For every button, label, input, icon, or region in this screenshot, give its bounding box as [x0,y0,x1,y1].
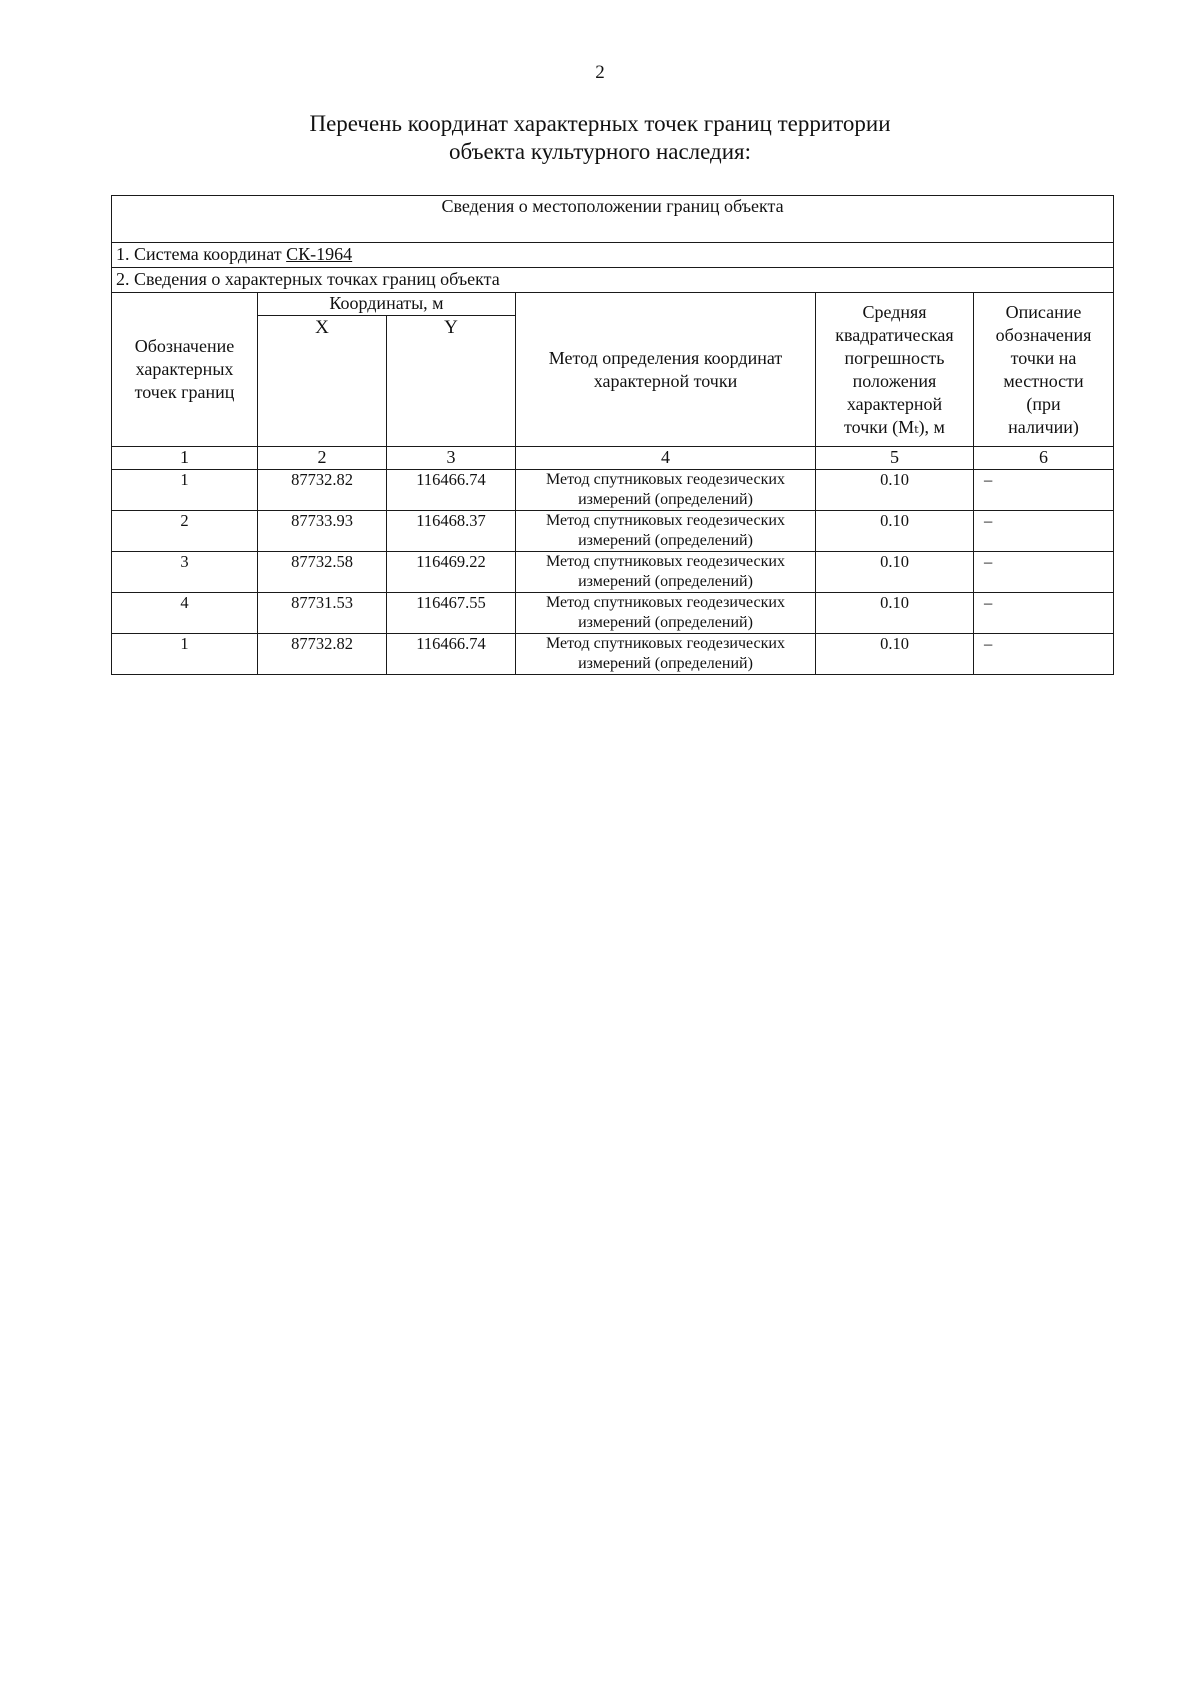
cell-description: – [974,470,1114,511]
cell-y: 116469.22 [387,552,516,593]
header-designation: Обозначение характерных точек границ [112,293,258,447]
table-row [112,552,1114,593]
column-number: 4 [516,447,816,470]
cell-error: 0.10 [816,511,974,552]
points-caption: 2. Сведения о характерных точках границ объекта [112,268,1114,293]
header-coordinates: Координаты, м [258,293,516,316]
cell-error: 0.10 [816,470,974,511]
table-row [112,634,1114,675]
cell-x: 87732.58 [258,552,387,593]
cell-method: Метод спутниковых геодезических измерений (определений) [516,552,816,593]
cell-method: Метод спутниковых геодезических измерений (определений) [516,593,816,634]
header-description-line: точки на [1010,348,1077,368]
cell-x: 87731.53 [258,593,387,634]
cell-description: – [974,634,1114,675]
column-number: 5 [816,447,974,470]
cell-method: Метод спутниковых геодезических измерений (определений) [516,470,816,511]
title-line-1: Перечень координат характерных точек границ территории [309,111,891,136]
table-caption: Сведения о местоположении границ объекта [112,196,1114,243]
cell-point: 4 [112,593,258,634]
coordinates-table [111,195,1114,675]
column-number: 6 [974,447,1114,470]
header-y: Y [387,316,516,447]
cell-x: 87733.93 [258,511,387,552]
cell-error: 0.10 [816,634,974,675]
column-number: 3 [387,447,516,470]
header-x: X [258,316,387,447]
cell-y: 116466.74 [387,470,516,511]
header-description [974,293,1114,447]
cell-point: 1 [112,634,258,675]
header-method: Метод определения координат характерной точки [516,293,816,447]
table-row [112,470,1114,511]
cell-method: Метод спутниковых геодезических измерений (определений) [516,511,816,552]
cell-description: – [974,511,1114,552]
page-title [0,110,1200,166]
coordinate-system-name: СК-1964 [286,244,353,264]
page-number: 2 [595,62,605,83]
header-error-line: точки (Mₜ), м [844,417,945,437]
cell-error: 0.10 [816,552,974,593]
header-error-line: положения [852,371,937,391]
cell-y: 116467.55 [387,593,516,634]
cell-description: – [974,552,1114,593]
cell-x: 87732.82 [258,634,387,675]
header-error-line: квадратическая [835,325,954,345]
cell-x: 87732.82 [258,470,387,511]
header-description-line: (при [1026,394,1061,414]
coordinate-system-row [112,243,1114,268]
header-error [816,293,974,447]
header-error-line: характерной [846,394,943,414]
column-number: 2 [258,447,387,470]
cell-error: 0.10 [816,593,974,634]
header-error-line: Средняя [862,302,927,322]
cell-description: – [974,593,1114,634]
cell-point: 3 [112,552,258,593]
table-row [112,593,1114,634]
title-line-2: объекта культурного наследия: [448,139,752,164]
header-description-line: Описание [1005,302,1082,322]
header-error-line: погрешность [844,348,945,368]
cell-method: Метод спутниковых геодезических измерений (определений) [516,634,816,675]
cell-point: 2 [112,511,258,552]
header-description-line: обозначения [995,325,1092,345]
cell-y: 116466.74 [387,634,516,675]
header-description-line: наличии) [1008,417,1079,437]
cell-y: 116468.37 [387,511,516,552]
coordinate-system-prefix: 1. Система координат [116,244,287,264]
table-row [112,511,1114,552]
column-number: 1 [112,447,258,470]
header-description-line: местности [1003,371,1084,391]
cell-point: 1 [112,470,258,511]
